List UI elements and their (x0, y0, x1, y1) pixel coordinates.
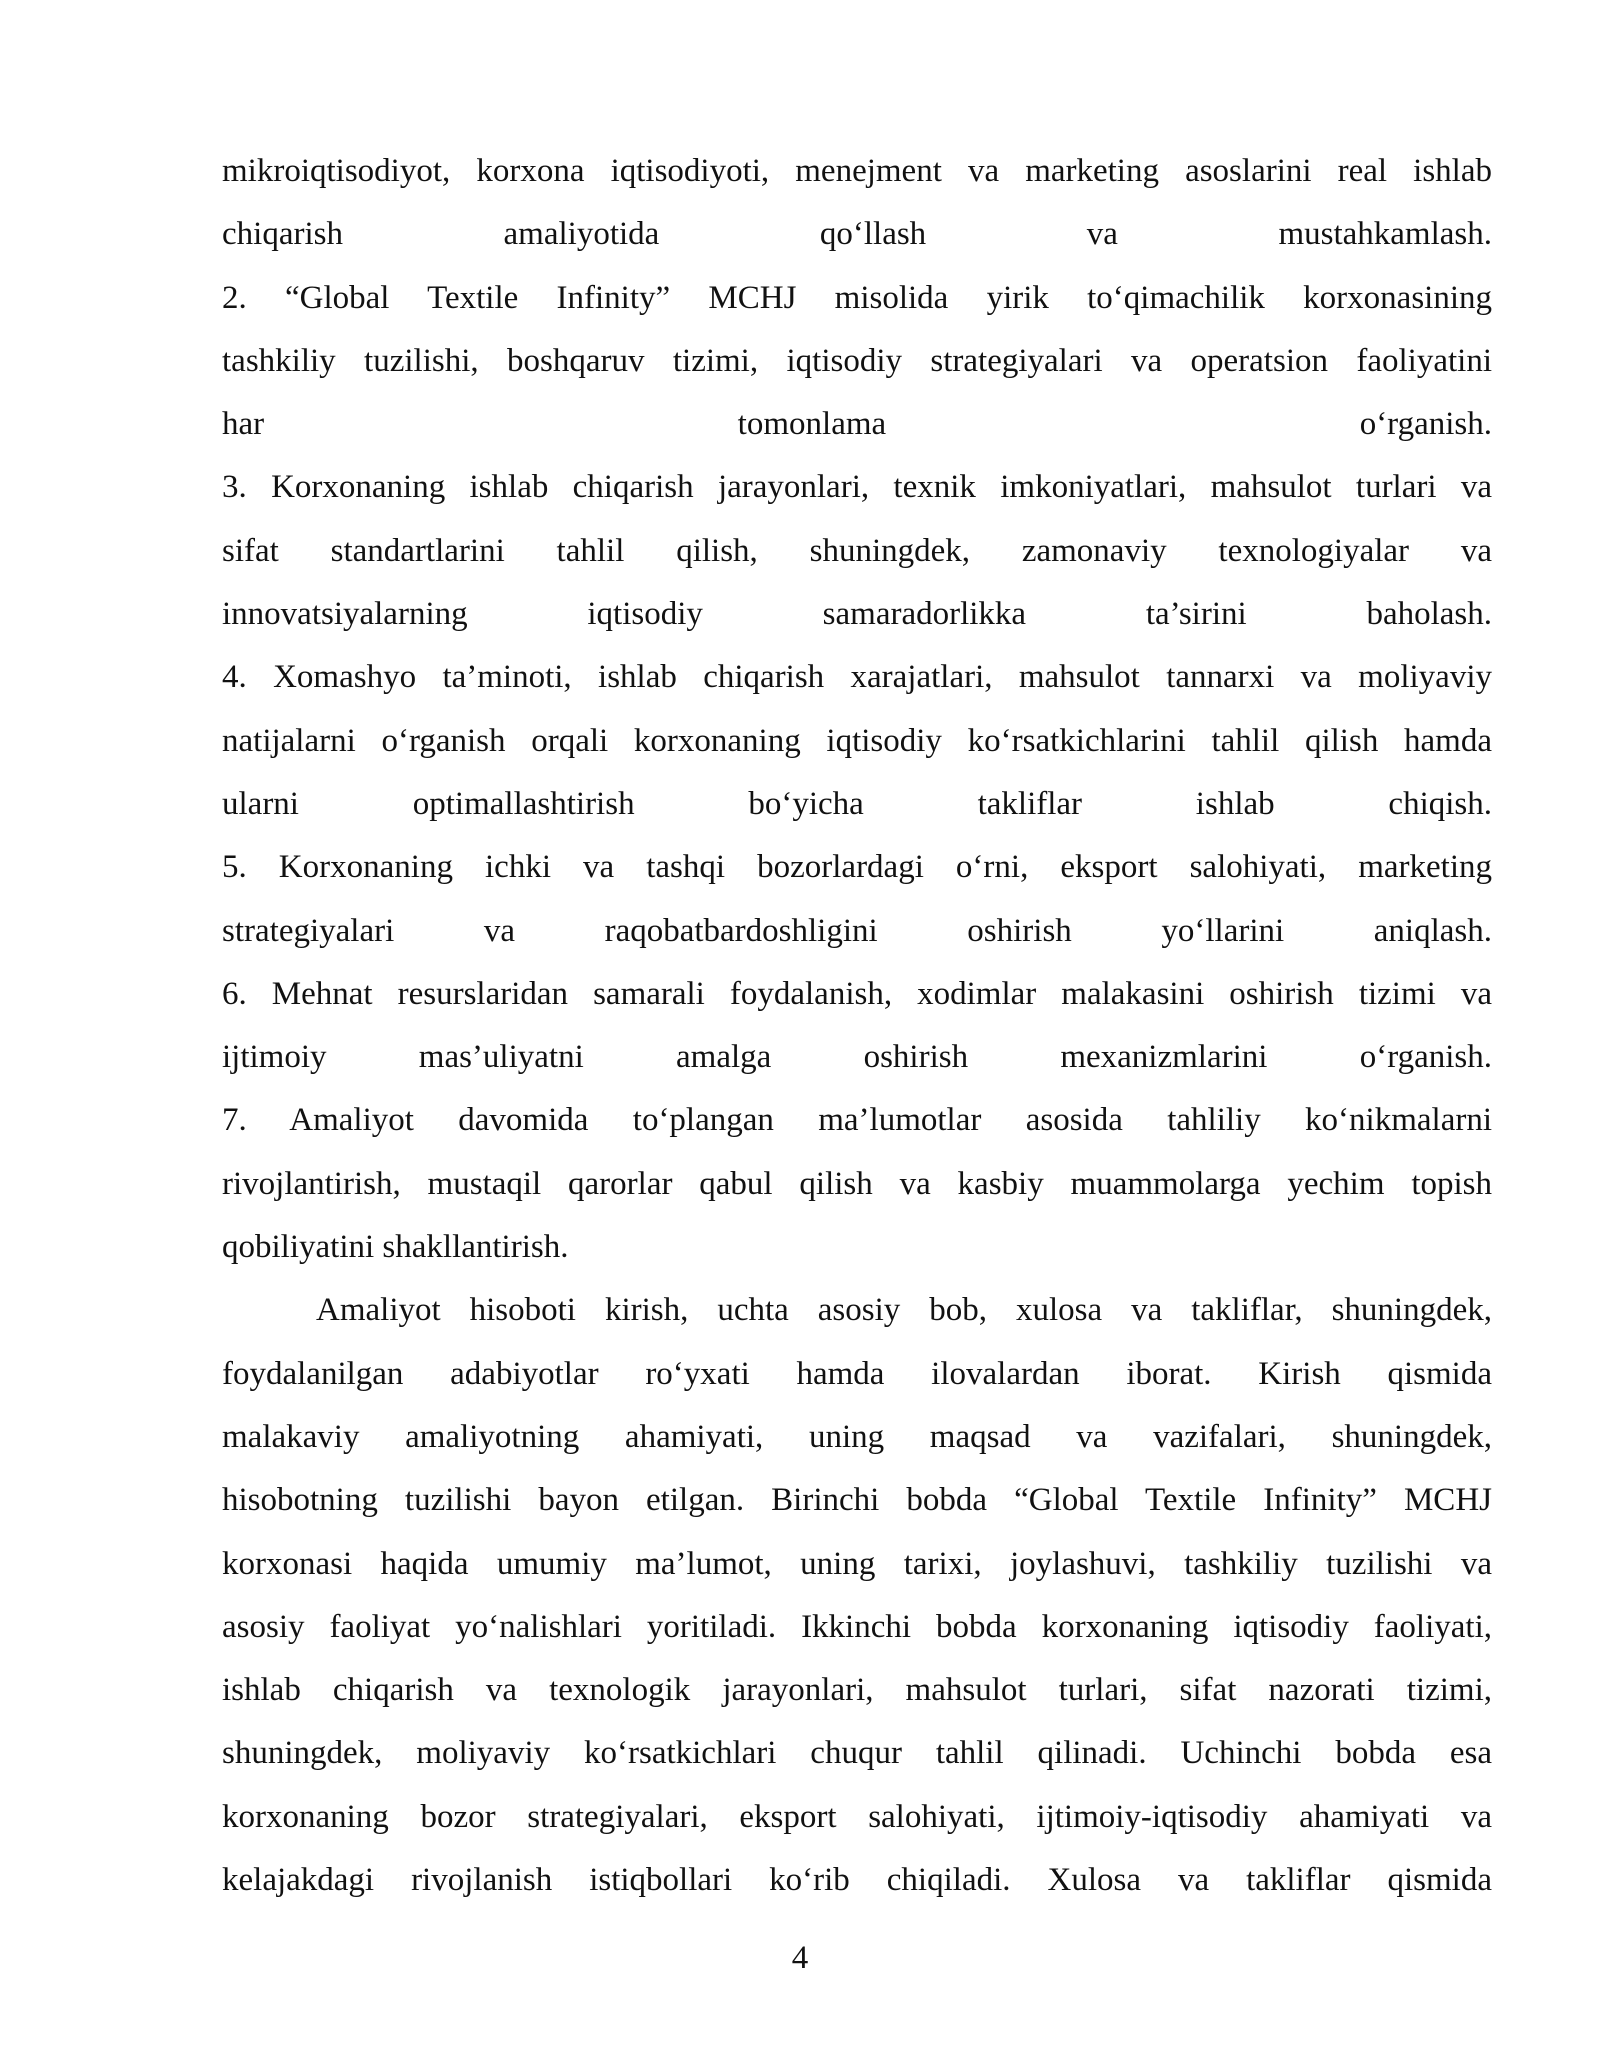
text-line: mikroiqtisodiyot, korxona iqtisodiyoti, menejment va marketing asoslarini real ishlab (222, 153, 1492, 189)
text-line: innovatsiyalarning iqtisodiy samaradorlikka ta’sirini baholash. (222, 596, 1492, 633)
text-line: hisobotning tuzilishi bayon etilgan. Birinchi bobda “Global Textile Infinity” MCHJ (222, 1482, 1492, 1519)
text-line: rivojlantirish, mustaqil qarorlar qabul qilish va kasbiy muammolarga yechim topish (222, 1165, 1492, 1202)
text-line: shuningdek, moliyaviy ko‘rsatkichlari chuqur tahlil qilinadi. Uchinchi bobda esa (222, 1735, 1492, 1772)
text-line: har tomonlama o‘rganish. (222, 406, 1492, 443)
text-line: foydalanilgan adabiyotlar ro‘yxati hamda ilovalardan iborat. Kirish qismida (222, 1355, 1492, 1392)
text-line: tashkiliy tuzilishi, boshqaruv tizimi, iqtisodiy strategiyalari va operatsion faoliyatini (222, 342, 1492, 379)
list-item-7: 7. Amaliyot davomida to‘plangan ma’lumotlar asosida tahliliy ko‘nikmalarni (222, 1102, 1492, 1139)
text-line: qobiliyatini shakllantirish. (222, 1229, 569, 1266)
list-item-3: 3. Korxonaning ishlab chiqarish jarayonlari, texnik imkoniyatlari, mahsulot turlari va (222, 469, 1492, 506)
text-line: ijtimoiy mas’uliyatni amalga oshirish mexanizmlarini o‘rganish. (222, 1039, 1492, 1076)
text-line: malakaviy amaliyotning ahamiyati, uning maqsad va vazifalari, shuningdek, (222, 1418, 1492, 1455)
text-line: korxonaning bozor strategiyalari, eksport salohiyati, ijtimoiy-iqtisodiy ahamiyati va (222, 1798, 1492, 1835)
text-line: natijalarni o‘rganish orqali korxonaning iqtisodiy ko‘rsatkichlarini tahlil qilish hamda (222, 722, 1492, 759)
list-item-5: 5. Korxonaning ichki va tashqi bozorlardagi o‘rni, eksport salohiyati, marketing (222, 849, 1492, 886)
text-line: kelajakdagi rivojlanish istiqbollari ko‘rib chiqiladi. Xulosa va takliflar qismida (222, 1862, 1492, 1899)
list-item-2: 2. “Global Textile Infinity” MCHJ misolida yirik to‘qimachilik korxonasining (222, 279, 1492, 316)
document-body (222, 140, 1492, 1912)
text-line: ishlab chiqarish va texnologik jarayonlari, mahsulot turlari, sifat nazorati tizimi, (222, 1672, 1492, 1709)
paragraph-start: Amaliyot hisoboti kirish, uchta asosiy bob, xulosa va takliflar, shuningdek, (316, 1292, 1492, 1329)
list-item-4: 4. Xomashyo ta’minoti, ishlab chiqarish xarajatlari, mahsulot tannarxi va moliyaviy (222, 659, 1492, 696)
text-line: strategiyalari va raqobatbardoshligini oshirish yo‘llarini aniqlash. (222, 912, 1492, 949)
text-line: chiqarish amaliyotida qo‘llash va mustahkamlash. (222, 216, 1492, 253)
text-line: korxonasi haqida umumiy ma’lumot, uning tarixi, joylashuvi, tashkiliy tuzilishi va (222, 1545, 1492, 1582)
page-number: 4 (791, 1940, 809, 1976)
list-item-6: 6. Mehnat resurslaridan samarali foydalanish, xodimlar malakasini oshirish tizimi va (222, 975, 1492, 1012)
text-line: ularni optimallashtirish bo‘yicha takliflar ishlab chiqish. (222, 785, 1492, 822)
text-line: sifat standartlarini tahlil qilish, shuningdek, zamonaviy texnologiyalar va (222, 532, 1492, 569)
text-line: asosiy faoliyat yo‘nalishlari yoritiladi. Ikkinchi bobda korxonaning iqtisodiy faoliyati, (222, 1608, 1492, 1645)
